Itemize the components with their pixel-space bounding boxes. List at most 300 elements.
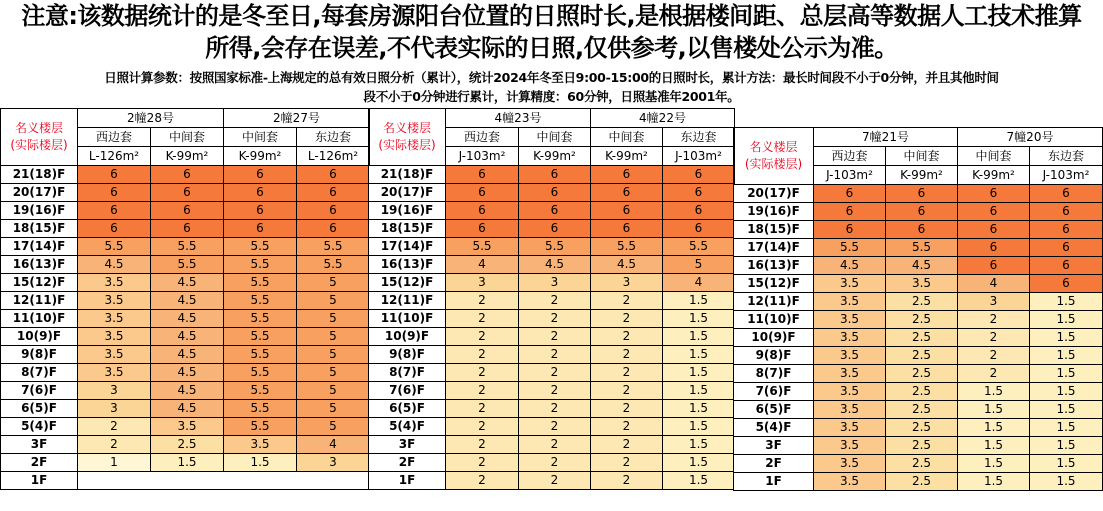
sunlight-hours-cell: 6 [958,203,1030,221]
floor-label: 8(7)F [1,364,78,382]
sunlight-hours-cell: 6 [814,203,886,221]
sunlight-hours-cell: 2 [591,418,663,436]
sunlight-hours-cell: 6 [958,239,1030,257]
sunlight-hours-cell: 1.5 [958,419,1030,437]
sunlight-hours-cell: 2 [591,328,663,346]
floor-label: 9(8)F [369,346,446,364]
table-row [1,472,370,490]
sunlight-hours-cell: 4.5 [519,256,591,274]
sunlight-hours-cell: 6 [886,203,958,221]
sunlight-hours-cell: 4 [446,256,519,274]
floor-label: 18(15)F [734,221,814,239]
building-header: 7幢20号 [958,128,1103,147]
table-row [1,346,370,364]
floor-label: 5(4)F [1,418,78,436]
unit-type-header: K-99m² [519,147,591,166]
sunlight-hours-cell: 3 [78,382,151,400]
sunlight-hours-cell: 6 [78,166,151,184]
floor-label: 1F [734,473,814,491]
table-row [1,310,370,328]
sunlight-hours-cell: 4 [297,436,370,454]
sunlight-hours-cell: 6 [297,202,370,220]
table-row [734,293,1103,311]
sunlight-hours-cell: 6 [446,184,519,202]
sunlight-hours-cell: 1.5 [958,437,1030,455]
sunlight-hours-cell: 2.5 [886,401,958,419]
table-row [1,238,370,256]
sunlight-hours-cell: 1.5 [1030,293,1103,311]
table-row [734,401,1103,419]
sunlight-hours-cell: 3.5 [814,329,886,347]
sunlight-hours-cell: 6 [663,184,735,202]
sunlight-hours-cell: 3.5 [814,419,886,437]
sunlight-hours-cell: 6 [519,220,591,238]
sunlight-hours-cell: 1.5 [663,328,735,346]
table-row [734,383,1103,401]
unit-position-header: 中间套 [591,128,663,147]
sunlight-hours-cell: 2 [591,472,663,490]
sunlight-hours-cell: 2 [519,346,591,364]
floor-label: 7(6)F [734,383,814,401]
table-row [734,257,1103,275]
sunlight-hours-cell: 1.5 [958,401,1030,419]
unit-type-header: K-99m² [224,147,297,166]
floor-label: 5(4)F [369,418,446,436]
sunlight-hours-cell: 6 [78,184,151,202]
sunlight-hours-cell: 4.5 [78,256,151,274]
sunlight-hours-cell: 3.5 [78,346,151,364]
table-row [369,202,735,220]
floor-label: 10(9)F [734,329,814,347]
sunlight-hours-cell: 3.5 [814,311,886,329]
sunlight-hours-cell: 5.5 [224,274,297,292]
sunlight-hours-cell: 1 [78,454,151,472]
floor-label: 20(17)F [1,184,78,202]
floor-label: 21(18)F [1,166,78,184]
sunlight-hours-cell: 6 [151,202,224,220]
building-header: 2幢27号 [224,109,370,128]
sunlight-hours-cell: 6 [78,202,151,220]
floor-label: 15(12)F [1,274,78,292]
floor-label: 3F [369,436,446,454]
unit-type-header: J-103m² [663,147,735,166]
sunlight-hours-cell: 1.5 [1030,365,1103,383]
sunlight-hours-cell: 5.5 [224,292,297,310]
sunlight-hours-cell: 4.5 [814,257,886,275]
floor-label: 17(14)F [1,238,78,256]
sunlight-hours-cell: 4.5 [151,328,224,346]
params-line-1: 日照计算参数：按照国家标准-上海规定的总有效日照分析（累计），统计2024年冬至日9:00-15:00的日照时长，累计方法：最长时间段不小于0分钟，并且其他时间 [104,70,999,85]
sunlight-hours-cell: 6 [297,184,370,202]
table-row [734,329,1103,347]
table-row [1,220,370,238]
sunlight-hours-cell: 6 [886,185,958,203]
sunlight-hours-cell: 4.5 [151,310,224,328]
sunlight-hours-cell: 5 [297,364,370,382]
empty-cell [78,472,370,490]
sunlight-hours-cell: 6 [663,166,735,184]
table-row [369,238,735,256]
sunlight-hours-cell: 3.5 [814,401,886,419]
notice-heading [0,0,1103,68]
sunlight-hours-cell: 6 [1030,275,1103,293]
sunlight-hours-cell: 1.5 [663,454,735,472]
table-row [734,455,1103,473]
floor-column-header: 名义楼层 (实际楼层) [369,109,446,166]
sunlight-hours-cell: 3 [519,274,591,292]
sunlight-hours-cell: 2 [591,346,663,364]
sunlight-hours-cell: 5 [297,400,370,418]
sunlight-hours-cell: 2.5 [886,311,958,329]
floor-label: 11(10)F [369,310,446,328]
sunlight-hours-cell: 5.5 [151,256,224,274]
sunlight-hours-cell: 3.5 [814,347,886,365]
sunlight-hours-cell: 2.5 [886,419,958,437]
sunlight-hours-cell: 2 [78,418,151,436]
unit-position-header: 中间套 [958,147,1030,166]
floor-label: 11(10)F [734,311,814,329]
unit-type-header: L-126m² [78,147,151,166]
unit-position-header: 中间套 [886,147,958,166]
table-row [734,419,1103,437]
floor-label: 6(5)F [369,400,446,418]
sunlight-hours-cell: 1.5 [663,310,735,328]
sunlight-hours-cell: 1.5 [663,436,735,454]
sunlight-hours-cell: 5.5 [297,238,370,256]
table-row [734,221,1103,239]
floor-label: 6(5)F [734,401,814,419]
sunlight-hours-cell: 1.5 [958,383,1030,401]
floor-label: 18(15)F [369,220,446,238]
sunlight-table-building-7 [733,127,1103,491]
table-row [1,166,370,184]
sunlight-hours-cell: 1.5 [663,292,735,310]
sunlight-hours-cell: 6 [151,166,224,184]
sunlight-hours-cell: 6 [224,166,297,184]
floor-label: 20(17)F [369,184,446,202]
sunlight-hours-cell: 6 [224,202,297,220]
table-row [734,275,1103,293]
table-row [369,400,735,418]
sunlight-hours-cell: 1.5 [663,382,735,400]
floor-label: 16(13)F [369,256,446,274]
sunlight-hours-cell: 3.5 [814,473,886,491]
notice-line-2: 所得,会存在误差,不代表实际的日照,仅供参考,以售楼处公示为准。 [205,34,898,62]
table-row [1,202,370,220]
sunlight-hours-cell: 5.5 [224,346,297,364]
sunlight-hours-cell: 2 [446,328,519,346]
sunlight-hours-cell: 5.5 [151,238,224,256]
sunlight-hours-cell: 3.5 [814,455,886,473]
floor-label: 16(13)F [1,256,78,274]
sunlight-hours-cell: 1.5 [663,364,735,382]
sunlight-hours-cell: 4.5 [151,400,224,418]
sunlight-table-building-2 [0,108,370,490]
sunlight-hours-cell: 3.5 [814,275,886,293]
floor-label: 21(18)F [369,166,446,184]
sunlight-hours-cell: 2 [446,382,519,400]
sunlight-hours-cell: 3 [591,274,663,292]
sunlight-hours-cell: 4.5 [886,257,958,275]
sunlight-hours-cell: 1.5 [663,472,735,490]
table-row [369,220,735,238]
sunlight-hours-cell: 2 [591,436,663,454]
floor-label: 19(16)F [369,202,446,220]
floor-label: 1F [1,472,78,490]
unit-position-header: 东边套 [1030,147,1103,166]
sunlight-hours-cell: 3.5 [814,383,886,401]
sunlight-hours-cell: 3 [297,454,370,472]
table-row [734,473,1103,491]
sunlight-hours-cell: 1.5 [1030,455,1103,473]
sunlight-hours-cell: 6 [814,185,886,203]
table-row [369,274,735,292]
table-row [369,310,735,328]
table-row [1,256,370,274]
sunlight-hours-cell: 6 [224,220,297,238]
sunlight-hours-cell: 3 [446,274,519,292]
sunlight-hours-cell: 4.5 [151,346,224,364]
sunlight-hours-cell: 1.5 [224,454,297,472]
sunlight-hours-cell: 2 [519,454,591,472]
floor-label: 18(15)F [1,220,78,238]
sunlight-hours-cell: 2 [519,400,591,418]
calculation-parameters [0,68,1103,108]
sunlight-hours-cell: 2 [591,454,663,472]
sunlight-hours-cell: 6 [78,220,151,238]
sunlight-hours-cell: 2 [519,364,591,382]
floor-label: 12(11)F [369,292,446,310]
sunlight-hours-cell: 5 [297,292,370,310]
table-row [369,472,735,490]
sunlight-hours-cell: 5.5 [519,238,591,256]
unit-position-header: 东边套 [297,128,370,147]
sunlight-hours-cell: 2 [519,418,591,436]
sunlight-hours-cell: 5.5 [224,256,297,274]
sunlight-hours-cell: 3.5 [814,365,886,383]
sunlight-hours-cell: 5 [297,310,370,328]
sunlight-hours-cell: 2 [519,310,591,328]
sunlight-hours-cell: 6 [519,166,591,184]
sunlight-hours-cell: 2 [958,365,1030,383]
table-row [1,328,370,346]
unit-type-header: J-103m² [1030,166,1103,185]
sunlight-hours-cell: 2.5 [886,437,958,455]
floor-label: 9(8)F [1,346,78,364]
params-line-2: 段不小于0分钟进行累计，计算精度：60分钟，日照基准年2001年。 [363,89,740,104]
sunlight-hours-cell: 1.5 [663,346,735,364]
table-row [734,365,1103,383]
floor-label: 8(7)F [734,365,814,383]
sunlight-hours-cell: 1.5 [1030,419,1103,437]
floor-column-header: 名义楼层 (实际楼层) [734,128,814,185]
sunlight-hours-cell: 5.5 [297,256,370,274]
sunlight-hours-cell: 4.5 [151,274,224,292]
table-row [369,346,735,364]
notice-line-1: 注意:该数据统计的是冬至日,每套房源阳台位置的日照时长,是根据楼间距、总层高等数据人工技术推算 [21,2,1082,30]
floor-label: 11(10)F [1,310,78,328]
floor-label: 19(16)F [1,202,78,220]
sunlight-hours-cell: 2.5 [886,365,958,383]
floor-label: 19(16)F [734,203,814,221]
sunlight-hours-cell: 5 [297,274,370,292]
sunlight-hours-cell: 6 [814,221,886,239]
sunlight-hours-cell: 2 [519,436,591,454]
sunlight-hours-cell: 6 [591,220,663,238]
sunlight-hours-cell: 2 [519,382,591,400]
sunlight-hours-cell: 2.5 [886,473,958,491]
sunlight-hours-cell: 6 [446,220,519,238]
sunlight-hours-cell: 1.5 [1030,347,1103,365]
sunlight-hours-cell: 1.5 [1030,383,1103,401]
sunlight-hours-cell: 3.5 [78,310,151,328]
sunlight-hours-cell: 4.5 [151,292,224,310]
unit-position-header: 西边套 [814,147,886,166]
sunlight-hours-cell: 3.5 [814,293,886,311]
sunlight-hours-cell: 5 [297,382,370,400]
sunlight-hours-cell: 3.5 [814,437,886,455]
floor-label: 2F [1,454,78,472]
table-row [734,203,1103,221]
table-row [369,166,735,184]
sunlight-hours-cell: 6 [446,166,519,184]
sunlight-hours-cell: 5.5 [224,382,297,400]
sunlight-hours-cell: 5.5 [224,418,297,436]
sunlight-hours-cell: 1.5 [1030,473,1103,491]
sunlight-hours-cell: 6 [591,184,663,202]
sunlight-hours-cell: 2 [78,436,151,454]
sunlight-hours-cell: 6 [886,221,958,239]
unit-position-header: 中间套 [151,128,224,147]
floor-label: 7(6)F [369,382,446,400]
sunlight-hours-cell: 6 [1030,221,1103,239]
sunlight-hours-cell: 6 [224,184,297,202]
sunlight-hours-cell: 5.5 [224,400,297,418]
sunlight-hours-cell: 6 [1030,257,1103,275]
sunlight-hours-cell: 6 [297,166,370,184]
sunlight-hours-cell: 2 [446,346,519,364]
sunlight-hours-cell: 1.5 [958,473,1030,491]
sunlight-hours-cell: 2 [591,400,663,418]
sunlight-hours-cell: 5 [297,346,370,364]
table-row [1,184,370,202]
table-row [369,256,735,274]
sunlight-hours-cell: 2 [446,310,519,328]
table-row [1,418,370,436]
sunlight-hours-cell: 2 [958,311,1030,329]
unit-position-header: 中间套 [224,128,297,147]
floor-label: 3F [1,436,78,454]
floor-label: 17(14)F [734,239,814,257]
sunlight-hours-cell: 1.5 [1030,437,1103,455]
sunlight-hours-cell: 3.5 [78,292,151,310]
sunlight-hours-cell: 6 [1030,203,1103,221]
sunlight-hours-cell: 6 [958,185,1030,203]
sunlight-hours-cell: 6 [519,184,591,202]
sunlight-hours-cell: 3.5 [78,274,151,292]
sunlight-hours-cell: 6 [663,220,735,238]
sunlight-hours-cell: 2 [446,454,519,472]
table-row [369,418,735,436]
sunlight-hours-cell: 2 [591,292,663,310]
sunlight-hours-cell: 4.5 [151,364,224,382]
floor-column-header: 名义楼层 (实际楼层) [1,109,78,166]
sunlight-hours-cell: 1.5 [1030,401,1103,419]
floor-label: 10(9)F [1,328,78,346]
floor-label: 6(5)F [1,400,78,418]
floor-label: 16(13)F [734,257,814,275]
floor-label: 7(6)F [1,382,78,400]
sunlight-hours-cell: 6 [591,166,663,184]
sunlight-hours-cell: 2 [591,382,663,400]
building-header: 4幢23号 [446,109,591,128]
sunlight-hours-cell: 2.5 [886,383,958,401]
sunlight-hours-cell: 1.5 [958,455,1030,473]
sunlight-hours-cell: 2 [446,364,519,382]
building-header: 4幢22号 [591,109,735,128]
table-row [1,400,370,418]
sunlight-hours-cell: 1.5 [1030,329,1103,347]
sunlight-hours-cell: 5.5 [446,238,519,256]
floor-label: 10(9)F [369,328,446,346]
sunlight-hours-cell: 2 [591,310,663,328]
floor-label: 15(12)F [369,274,446,292]
sunlight-hours-cell: 2 [958,347,1030,365]
sunlight-hours-cell: 2 [446,472,519,490]
floor-label: 17(14)F [369,238,446,256]
sunlight-hours-cell: 2 [519,472,591,490]
table-row [1,382,370,400]
table-row [369,436,735,454]
sunlight-hours-cell: 2 [958,329,1030,347]
sunlight-hours-cell: 6 [1030,239,1103,257]
floor-label: 2F [734,455,814,473]
sunlight-hours-cell: 2 [446,418,519,436]
unit-type-header: J-103m² [446,147,519,166]
sunlight-hours-cell: 4 [958,275,1030,293]
sunlight-hours-cell: 6 [519,202,591,220]
table-row [734,239,1103,257]
sunlight-hours-cell: 5.5 [814,239,886,257]
table-row [1,436,370,454]
unit-position-header: 西边套 [446,128,519,147]
sunlight-hours-cell: 5.5 [78,238,151,256]
sunlight-hours-cell: 1.5 [1030,311,1103,329]
sunlight-hours-cell: 6 [958,221,1030,239]
sunlight-hours-cell: 2 [446,292,519,310]
sunlight-hours-cell: 6 [297,220,370,238]
floor-label: 9(8)F [734,347,814,365]
floor-label: 12(11)F [1,292,78,310]
unit-type-header: K-99m² [151,147,224,166]
sunlight-hours-cell: 2 [446,400,519,418]
sunlight-hours-cell: 2 [519,328,591,346]
sunlight-hours-cell: 5.5 [591,238,663,256]
sunlight-hours-cell: 2.5 [886,347,958,365]
floor-label: 20(17)F [734,185,814,203]
table-row [734,185,1103,203]
sunlight-hours-cell: 3.5 [886,275,958,293]
table-row [1,292,370,310]
sunlight-hours-cell: 2.5 [886,293,958,311]
unit-type-header: K-99m² [958,166,1030,185]
sunlight-hours-cell: 5.5 [224,310,297,328]
sunlight-hours-cell: 4.5 [591,256,663,274]
building-header: 7幢21号 [814,128,958,147]
floor-label: 3F [734,437,814,455]
sunlight-hours-cell: 2.5 [886,329,958,347]
table-row [1,274,370,292]
